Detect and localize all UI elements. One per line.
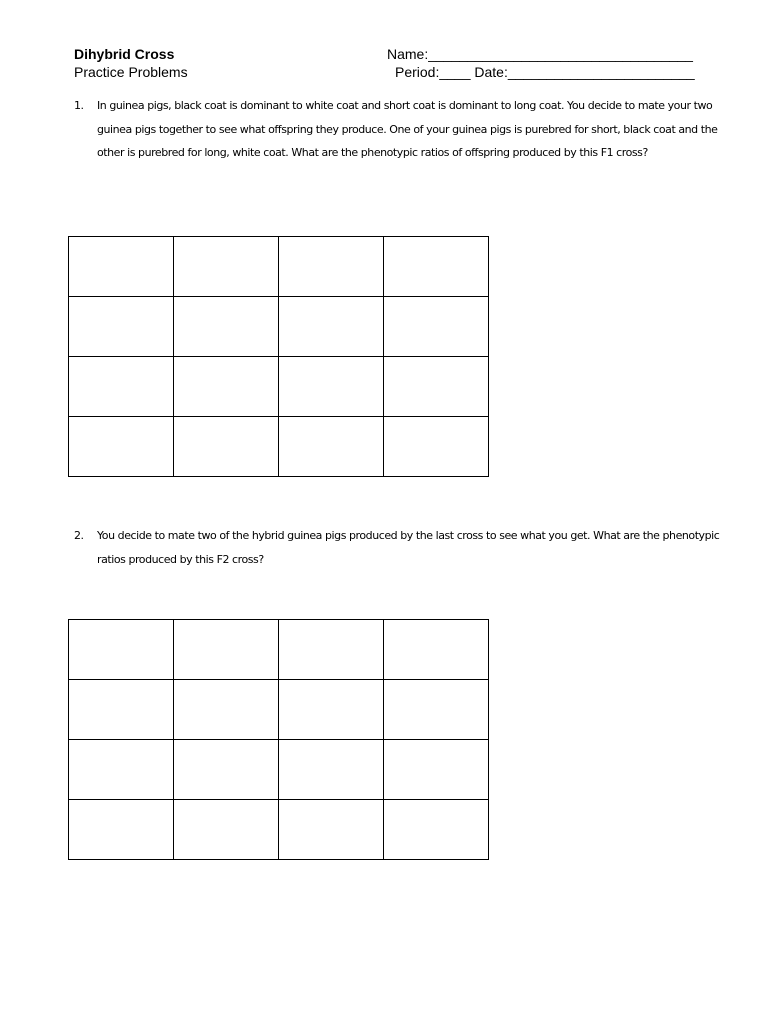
grid-cell [69,680,174,740]
worksheet-subtitle: Practice Problems [74,64,188,80]
grid-cell [69,620,174,680]
grid-row [69,357,489,417]
grid-cell [384,237,489,297]
punnett-square-2 [68,619,489,860]
question-text: In guinea pigs, black coat is dominant to white coat and short coat is dominant to long coat. You decide to mate your two guinea pigs together to see what offspring they produce. One of your guinea pigs is purebred for short, black coat and the other is purebred for long, white coat. What are the phenotypic ratios of offspring produced by this F1 cross? [97,99,718,159]
name-field: Name:__________________________________ [387,46,693,62]
grid-cell [174,297,279,357]
grid-cell [279,237,384,297]
grid-cell [174,417,279,477]
question-text: You decide to mate two of the hybrid guinea pigs produced by the last cross to see what you get. What are the phenotypic ratios produced by this F2 cross? [97,529,720,566]
grid-row [69,237,489,297]
grid-cell [69,417,174,477]
question-2 [74,524,739,571]
grid-cell [69,800,174,860]
grid-cell [174,357,279,417]
grid-cell [279,680,384,740]
grid-cell [384,800,489,860]
question-number: 2. [74,529,84,542]
grid-cell [384,620,489,680]
grid-cell [279,620,384,680]
grid-cell [174,800,279,860]
grid-row [69,620,489,680]
grid-row [69,297,489,357]
grid-cell [279,417,384,477]
question-1 [74,94,739,165]
grid-row [69,417,489,477]
grid-cell [384,297,489,357]
grid-cell [174,620,279,680]
grid-cell [384,680,489,740]
grid-cell [174,740,279,800]
worksheet-title: Dihybrid Cross [74,46,175,62]
grid-cell [279,297,384,357]
grid-cell [174,237,279,297]
question-number: 1. [74,99,84,112]
grid-cell [69,740,174,800]
grid-cell [279,740,384,800]
grid-cell [384,417,489,477]
grid-row [69,680,489,740]
grid-cell [69,297,174,357]
grid-cell [384,740,489,800]
period-date-field: Period:____ Date:________________________ [395,64,695,80]
grid-cell [69,237,174,297]
grid-row [69,800,489,860]
grid-cell [279,357,384,417]
grid-row [69,740,489,800]
punnett-square-1 [68,236,489,477]
grid-cell [279,800,384,860]
grid-cell [384,357,489,417]
grid-cell [174,680,279,740]
grid-cell [69,357,174,417]
